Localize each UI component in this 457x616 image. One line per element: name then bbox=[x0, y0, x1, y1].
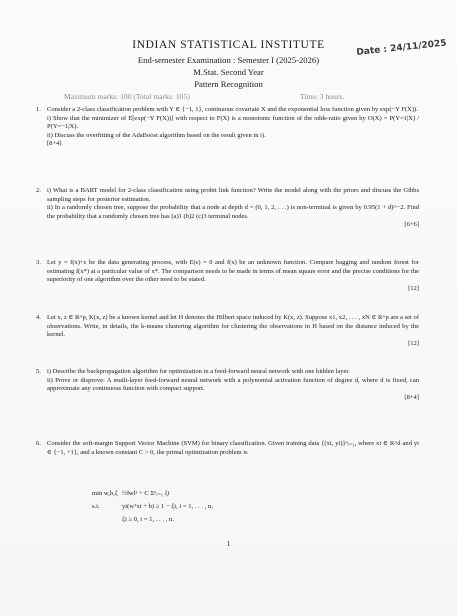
handwritten-date: Date : 24/11/2025 bbox=[356, 38, 448, 58]
question-number: 6. bbox=[36, 440, 41, 447]
marks-label: [6+6] bbox=[404, 221, 419, 229]
objective-function: ½‖w‖² + C Σⁿᵢ₌₁ ξi bbox=[122, 490, 170, 497]
marks-label: [8+4] bbox=[47, 140, 62, 148]
question-number: 2. bbox=[36, 187, 41, 194]
question-3 bbox=[36, 259, 419, 293]
question-part: i) Describe the backpropagation algorithm for optimization in a feed-forward neural network with one hidden layer. bbox=[47, 368, 350, 375]
question-2 bbox=[36, 187, 419, 230]
subject-to-label: s.t. bbox=[92, 503, 100, 510]
marks-label: [12] bbox=[408, 339, 419, 347]
question-part: ii) In a randomly chosen tree, suppose the probability that a node at depth d = (0, 1, 2, . . .) is non-terminal is given by 0.95(1 + d)^−2. Find the probability that a randomly chosen tree has (a)1 (b)2 (c)3 terminal nodes. bbox=[47, 204, 419, 220]
institute-title: INDIAN STATISTICAL INSTITUTE bbox=[132, 39, 325, 51]
question-text: Consider a 2-class classification problem with Y ∈ {−1, 1}, continuous covariate X and the exponential loss function given by exp(−Y F(X)). bbox=[47, 106, 418, 113]
question-part: i) Show that the minimizer of E[exp(−Y F(X))] with respect to F(X) is a monotonic function of the odds-ratio given by O(X) = P(Y=1|X) / P(Y=−1|X). bbox=[47, 114, 419, 131]
question-part: ii) Prove or disprove: A mutli-layer feed-forward neural network with a polynomial activation function of degree d, where d is fixed, can approximate any continuous function with compact support. bbox=[47, 376, 419, 393]
max-marks: Maximum marks: 100 (Total marks: 105) bbox=[64, 92, 190, 101]
page-number: 1 bbox=[226, 540, 231, 548]
question-number: 5. bbox=[36, 368, 41, 375]
question-text: Let x, z ∈ R^p, K(x, z) be a known kernel and let H denotes the Hilbert space induced by K(x, z). Suppose x1, x2, . . . , xN ∈ R^p are a set of observations. Write, in details, the k-means clustering algorithm for clustering the observations in H based on the distance induced by the kernel. bbox=[47, 314, 419, 339]
question-number: 3. bbox=[36, 259, 41, 266]
marks-label: [8+4] bbox=[404, 393, 419, 401]
question-5 bbox=[36, 368, 419, 402]
exam-title: End-semester Examination : Semester I (2025-2026) bbox=[137, 55, 320, 65]
question-text: Consider the soft-margin Support Vector Machine (SVM) for binary classification. Given training data {(xi, yi)}ⁿᵢ₌₁, where xi ∈ R^d and yi ∈ {−1, +1}, and a known constant C > 0, the primal optimization problem is bbox=[47, 440, 419, 456]
time-allowed: Time: 3 hours. bbox=[300, 92, 345, 101]
margin-constraint: yi(wᵀxi + b) ≥ 1 − ξi, i = 1, . . . , n, bbox=[122, 503, 213, 510]
question-number: 1. bbox=[36, 106, 41, 113]
question-4 bbox=[36, 314, 419, 348]
question-6 bbox=[36, 440, 419, 457]
marks-label: [12] bbox=[408, 284, 419, 292]
question-number: 4. bbox=[36, 314, 41, 321]
question-text: Let y = f(x)+ε be the data generating process, with E(ε) = 0 and f(x) be an unknown function. Compare bagging and random forest for estimating f(x*) at a particular value of x*. The comparison needs to be made in terms of mean square error and the precise conditions for the superiority of one algorithm over the other need to be stated. bbox=[47, 259, 419, 284]
min-operator: min w,b,ξ bbox=[92, 490, 118, 497]
question-1 bbox=[36, 106, 419, 149]
question-part: ii) Discuss the overfitting of the AdaBoost algorithm based on the result given in i). bbox=[47, 131, 266, 139]
svm-primal-problem bbox=[92, 487, 392, 526]
course-title: M.Stat. Second Year bbox=[193, 67, 264, 77]
subject-title: Pattern Recognition bbox=[194, 79, 263, 89]
slack-constraint: ξi ≥ 0, i = 1, . . . , n. bbox=[122, 516, 174, 523]
question-part: i) What is a BART model for 2-class classification using probit link function? Write the model along with the priors and discuss the Gibbs sampling steps for posterior estimation. bbox=[47, 187, 419, 203]
